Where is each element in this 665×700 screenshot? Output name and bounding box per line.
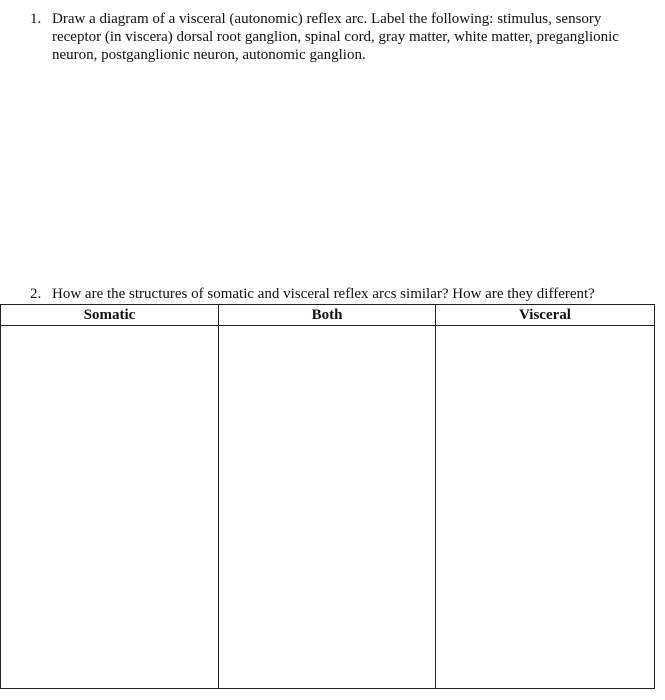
question-1	[30, 10, 640, 64]
header-somatic: Somatic	[1, 305, 219, 326]
somatic-answer-cell[interactable]	[1, 326, 219, 689]
question-2-text: How are the structures of somatic and visceral reflex arcs similar? How are they different?	[52, 286, 595, 302]
table-header-row	[1, 305, 655, 326]
question-2-number: 2.	[30, 286, 42, 302]
question-1-text: Draw a diagram of a visceral (autonomic) reflex arc. Label the following: stimulus, sensory receptor (in viscera) dorsal root ganglion, spinal cord, gray matter, white matter, preganglionic neuron, postganglionic neuron, autonomic ganglion.	[52, 11, 619, 63]
table-answer-row	[1, 326, 655, 689]
header-visceral: Visceral	[436, 305, 655, 326]
comparison-table	[0, 304, 655, 689]
visceral-answer-cell[interactable]	[436, 326, 655, 689]
question-2	[30, 285, 650, 303]
header-both: Both	[219, 305, 436, 326]
question-1-number: 1.	[30, 11, 42, 27]
both-answer-cell[interactable]	[219, 326, 436, 689]
